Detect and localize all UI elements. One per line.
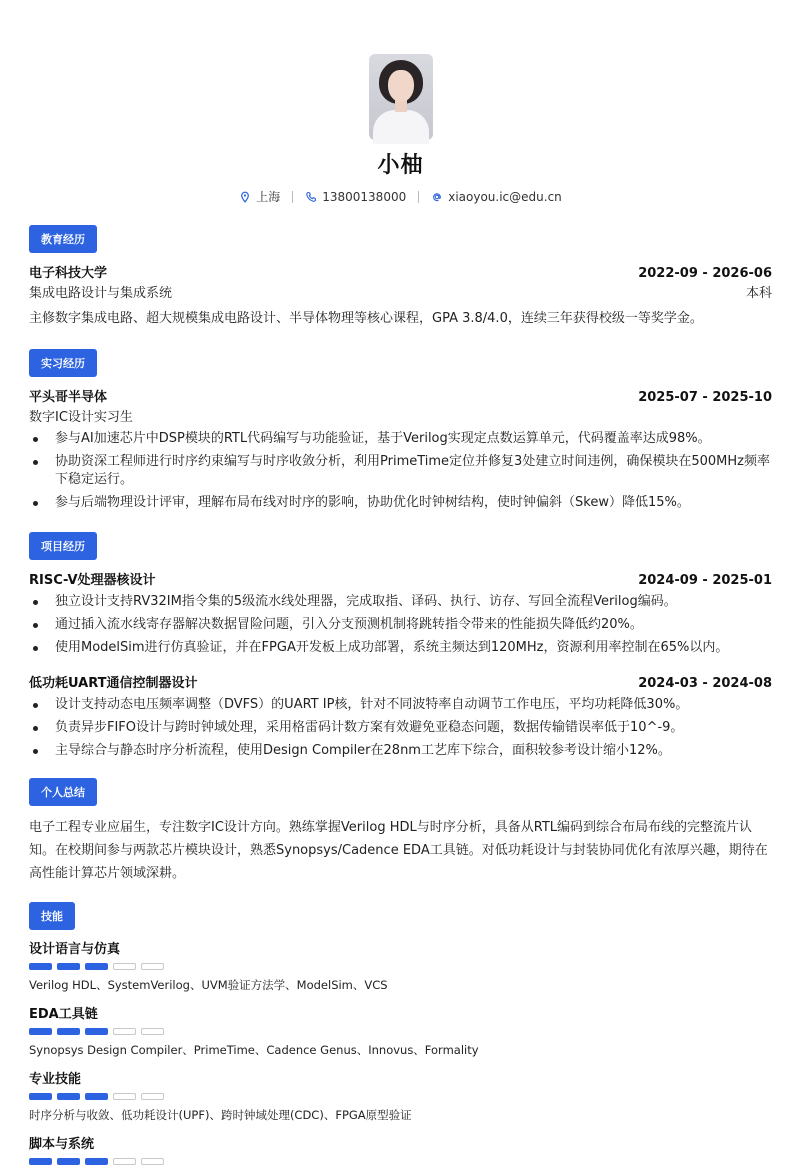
skill-item xyxy=(29,1003,772,1058)
location-text: 上海 xyxy=(256,190,281,204)
skills-list xyxy=(29,938,772,1165)
skill-level-filled-segment xyxy=(57,1158,80,1165)
skill-item xyxy=(29,1068,772,1123)
contact-location xyxy=(239,188,280,205)
project-dates: 2024-09 - 2025-01 xyxy=(638,573,772,588)
profile-header xyxy=(29,0,772,205)
skill-level-empty-segment xyxy=(113,1093,136,1100)
skill-item xyxy=(29,1133,772,1165)
skill-level-filled-segment xyxy=(57,963,80,970)
skill-title: 脚本与系统 xyxy=(29,1137,95,1152)
school-name: 电子科技大学 xyxy=(29,266,108,281)
skill-level-bar xyxy=(29,1158,772,1165)
skill-description: Synopsys Design Compiler、PrimeTime、Cadence Genus、Innovus、Formality xyxy=(29,1043,479,1057)
section-label-projects: 项目经历 xyxy=(29,532,97,560)
internship-bullets xyxy=(29,430,772,512)
skill-item xyxy=(29,938,772,993)
list-item: 使用ModelSim进行仿真验证，并在FPGA开发板上成功部署，系统主频达到120MHz，资源利用率控制在65%以内。 xyxy=(29,639,772,657)
skill-level-empty-segment xyxy=(141,963,164,970)
skill-level-filled-segment xyxy=(29,1028,52,1035)
skill-level-bar xyxy=(29,963,772,970)
skill-level-bar xyxy=(29,1028,772,1035)
major-name: 集成电路设计与集成系统 xyxy=(29,286,173,301)
project-entry xyxy=(29,569,772,657)
skill-title: EDA工具链 xyxy=(29,1007,98,1022)
profile-photo xyxy=(369,54,433,140)
contact-email xyxy=(431,190,562,204)
list-item: 参与AI加速芯片中DSP模块的RTL代码编写与功能验证，基于Verilog实现定点数运算单元，代码覆盖率达成98%。 xyxy=(29,430,772,448)
internship-dates: 2025-07 - 2025-10 xyxy=(638,390,772,405)
contact-divider xyxy=(418,191,419,203)
skill-level-filled-segment xyxy=(57,1093,80,1100)
project-entry xyxy=(29,672,772,760)
contact-divider xyxy=(292,191,293,203)
phone-icon xyxy=(305,191,317,203)
project-bullets xyxy=(29,593,772,657)
list-item: 协助资深工程师进行时序约束编写与时序收敛分析，利用PrimeTime定位并修复3处建立时间违例，确保模块在500MHz频率下稳定运行。 xyxy=(29,453,772,489)
section-label-education: 教育经历 xyxy=(29,225,97,253)
degree-name: 本科 xyxy=(745,286,772,301)
education-entry xyxy=(29,262,772,330)
email-text[interactable]: xiaoyou.ic@edu.cn xyxy=(448,189,562,204)
project-bullets xyxy=(29,696,772,760)
list-item: 参与后端物理设计评审，理解布局布线对时序的影响，协助优化时钟树结构，使时钟偏斜（Skew）降低15%。 xyxy=(29,494,772,512)
skill-level-empty-segment xyxy=(141,1093,164,1100)
skill-title: 设计语言与仿真 xyxy=(29,942,121,957)
list-item: 独立设计支持RV32IM指令集的5级流水线处理器，完成取指、译码、执行、访存、写回全流程Verilog编码。 xyxy=(29,593,772,611)
location-pin-icon xyxy=(239,191,251,203)
section-label-internship: 实习经历 xyxy=(29,349,97,377)
contact-row xyxy=(239,188,562,205)
section-label-summary: 个人总结 xyxy=(29,778,97,806)
skill-level-filled-segment xyxy=(57,1028,80,1035)
skill-level-filled-segment xyxy=(29,963,52,970)
skill-description: 时序分析与收敛、低功耗设计(UPF)、跨时钟域处理(CDC)、FPGA原型验证 xyxy=(29,1108,412,1122)
skill-description: Verilog HDL、SystemVerilog、UVM验证方法学、ModelSim、VCS xyxy=(29,978,388,992)
skill-level-empty-segment xyxy=(113,963,136,970)
list-item: 负责异步FIFO设计与跨时钟域处理，采用格雷码计数方案有效避免亚稳态问题，数据传输错误率低于10^-9。 xyxy=(29,719,772,737)
skill-level-filled-segment xyxy=(85,1028,108,1035)
contact-phone xyxy=(305,190,406,204)
skill-title: 专业技能 xyxy=(29,1072,82,1087)
email-at-icon xyxy=(431,191,443,203)
skill-level-empty-segment xyxy=(141,1158,164,1165)
role-name: 数字IC设计实习生 xyxy=(29,410,133,425)
summary-text: 电子工程专业应届生，专注数字IC设计方向。熟练掌握Verilog HDL与时序分析，具备从RTL编码到综合布局布线的完整流片认知。在校期间参与两款芯片模块设计，熟悉Synopsys/Cadence EDA工具链。对低功耗设计与封装协同优化有浓厚兴趣，期待在高性能计算芯片领域深耕。 xyxy=(29,820,768,881)
project-dates: 2024-03 - 2024-08 xyxy=(638,676,772,691)
profile-name: 小柚 xyxy=(377,153,424,178)
section-label-skills: 技能 xyxy=(29,902,75,930)
skill-level-filled-segment xyxy=(85,963,108,970)
list-item: 主导综合与静态时序分析流程，使用Design Compiler在28nm工艺库下综合，面积较参考设计缩小12%。 xyxy=(29,742,772,760)
skill-level-filled-segment xyxy=(29,1158,52,1165)
education-description: 主修数字集成电路、超大规模集成电路设计、半导体物理等核心课程，GPA 3.8/4.0，连续三年获得校级一等奖学金。 xyxy=(29,311,703,326)
project-name: 低功耗UART通信控制器设计 xyxy=(29,676,198,691)
skill-level-empty-segment xyxy=(141,1028,164,1035)
skill-level-empty-segment xyxy=(113,1158,136,1165)
company-name: 平头哥半导体 xyxy=(29,390,108,405)
list-item: 设计支持动态电压频率调整（DVFS）的UART IP核，针对不同波特率自动调节工作电压，平均功耗降低30%。 xyxy=(29,696,772,714)
internship-entry xyxy=(29,386,772,512)
skill-level-filled-segment xyxy=(85,1158,108,1165)
phone-text[interactable]: 13800138000 xyxy=(322,189,407,204)
project-name: RISC-V处理器核设计 xyxy=(29,573,156,588)
skill-level-filled-segment xyxy=(85,1093,108,1100)
skill-level-bar xyxy=(29,1093,772,1100)
education-dates: 2022-09 - 2026-06 xyxy=(638,266,772,281)
skill-level-empty-segment xyxy=(113,1028,136,1035)
list-item: 通过插入流水线寄存器解决数据冒险问题，引入分支预测机制将跳转指令带来的性能损失降低约20%。 xyxy=(29,616,772,634)
skill-level-filled-segment xyxy=(29,1093,52,1100)
